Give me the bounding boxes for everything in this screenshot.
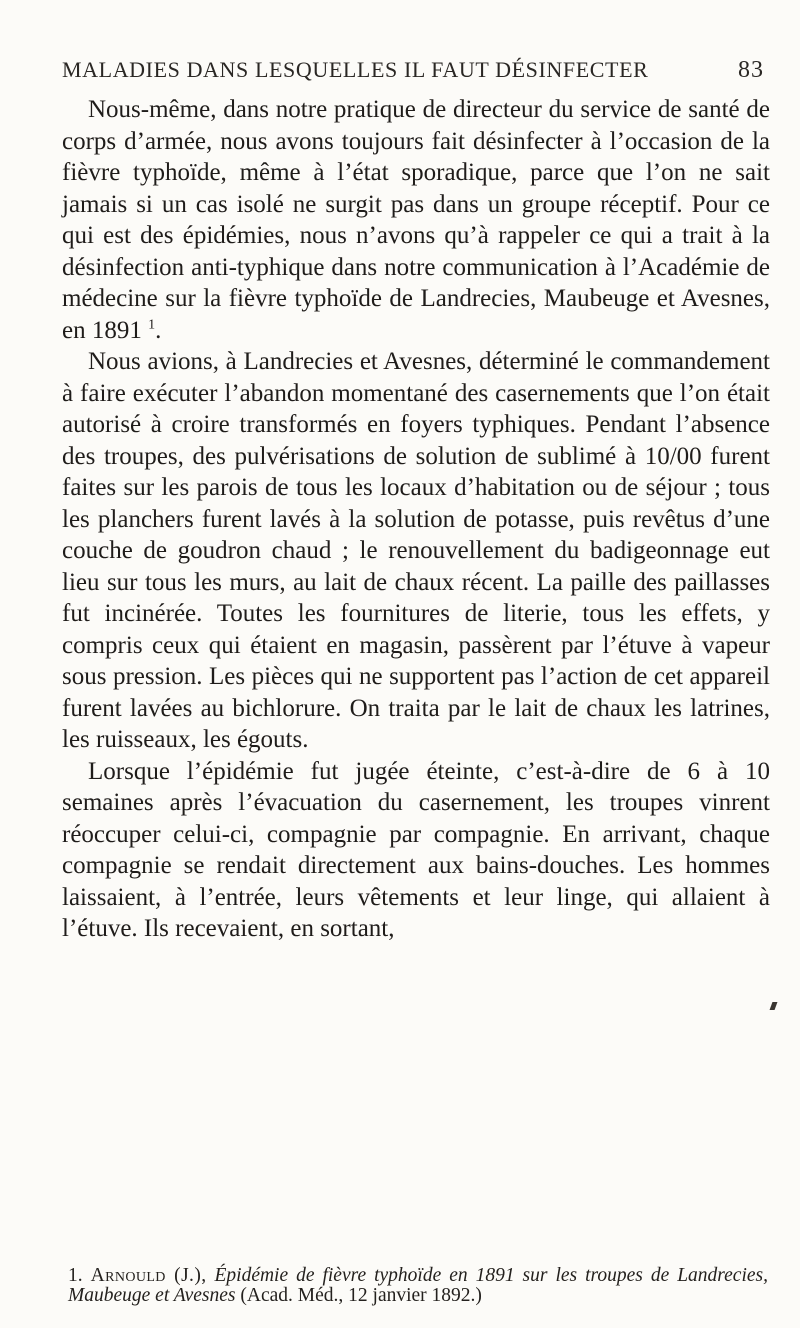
footnote-reference: 1 xyxy=(148,317,156,333)
footnote-author: Arnould (J.), xyxy=(90,1265,207,1286)
running-header xyxy=(62,52,764,88)
paragraph-1-end: . xyxy=(155,316,162,344)
page-number: 83 xyxy=(738,56,764,83)
paragraph-1-text: Nous-même, dans notre pratique de directeur du service de santé de corps d’armée, nous avons toujours fait désinfecter à l’occasion de la fièvre typhoïde, même à l’état sporadique, parce que l’on ne sait jamais si un cas isolé ne surgit pas dans un groupe réceptif. Pour ce qui est des épidémies, nous n’avons qu’à rappeler ce qui a trait à la désinfection anti-typhique dans notre communication à l’Académie de médecine sur la fièvre typhoïde de Landrecies, Maubeuge et Avesnes, en 1891 xyxy=(62,96,770,344)
body-text xyxy=(62,94,770,945)
footnote-marker: 1. xyxy=(68,1265,83,1286)
paragraph-2: Nous avions, à Landrecies et Avesnes, déterminé le commandement à faire exécuter l’abandon momentané des casernements que l’on était autorisé à croire transformés en foyers typhiques. Pendant l’absence des troupes, des pulvérisations de solution de sublimé à 10/00 furent faites sur les parois de tous les locaux d’habitation ou de séjour ; tous les planchers furent lavés à la solution de potasse, puis revêtus d’une couche de goudron chaud ; le renouvellement du badigeonnage eut lieu sur tous les murs, au lait de chaux récent. La paille des paillasses fut incinérée. Toutes les fournitures de literie, tous les effets, y compris ceux qui étaient en magasin, passèrent par l’étuve à vapeur sous pression. Les pièces qui ne supportent pas l’action de cet appareil furent lavées au bichlorure. On traita par le lait de chaux les latrines, les ruisseaux, les égouts. xyxy=(62,348,770,753)
paragraph-3: Lorsque l’épidémie fut jugée éteinte, c’est-à-dire de 6 à 10 semaines après l’évacuation du casernement, les troupes vinrent réoccuper celui-ci, compagnie par compagnie. En arrivant, chaque compagnie se rendait directement aux bains-douches. Les hommes laissaient, à l’entrée, leurs vêtements et leur linge, qui allaient à l’étuve. Ils recevaient, en sortant, xyxy=(62,757,770,942)
margin-mark xyxy=(770,1002,778,1010)
footnote-source: (Acad. Méd., 12 janvier 1892.) xyxy=(240,1285,482,1306)
paragraph-1 xyxy=(62,94,770,346)
footnote xyxy=(68,1266,768,1306)
running-header-title: MALADIES DANS LESQUELLES IL FAUT DÉSINFECTER xyxy=(62,57,649,82)
footnote-title: Épidémie de fièvre typhoïde en 1891 sur les troupes de Landrecies, Maubeuge et Avesnes xyxy=(68,1265,768,1306)
